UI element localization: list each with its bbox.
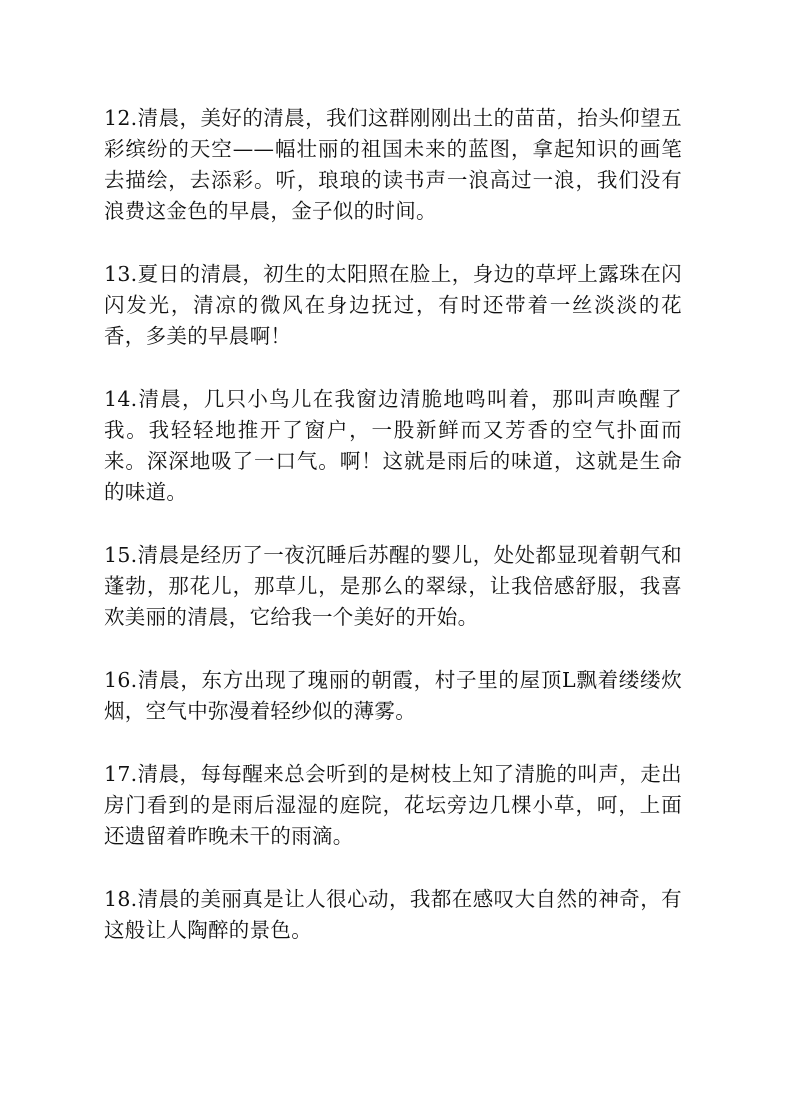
paragraph-15 xyxy=(104,540,682,633)
paragraph-text: 清晨，美好的清晨，我们这群刚刚出土的苗苗，抬头仰望五彩缤纷的天空——幅壮丽的祖国未来的蓝图，拿起知识的画笔去描绘，去添彩。听，琅琅的读书声一浪高过一浪，我们没有浪费这金色的早晨，金子似的时间。 xyxy=(104,106,682,223)
paragraph-number: 12. xyxy=(104,106,138,130)
paragraph-number: 15. xyxy=(104,543,138,567)
paragraph-text: 夏日的清晨，初生的太阳照在脸上，身边的草坪上露珠在闪闪发光，清凉的微风在身边抚过，有时还带着一丝淡淡的花香，多美的早晨啊！ xyxy=(104,262,682,348)
paragraph-number: 18. xyxy=(104,887,138,911)
paragraph-text: 清晨是经历了一夜沉睡后苏醒的婴儿，处处都显现着朝气和蓬勃，那花儿，那草儿，是那么的翠绿，让我倍感舒服，我喜欢美丽的清晨，它给我一个美好的开始。 xyxy=(104,543,682,629)
paragraph-number: 13. xyxy=(104,262,138,286)
paragraph-number: 17. xyxy=(104,762,138,786)
paragraph-number: 14. xyxy=(104,387,138,411)
paragraph-18 xyxy=(104,884,682,946)
document-body xyxy=(104,103,682,946)
paragraph-number: 16. xyxy=(104,668,138,692)
paragraph-17 xyxy=(104,759,682,852)
paragraph-14 xyxy=(104,384,682,508)
paragraph-12 xyxy=(104,103,682,227)
paragraph-16 xyxy=(104,665,682,727)
paragraph-text: 清晨，每每醒来总会听到的是树枝上知了清脆的叫声，走出房门看到的是雨后湿湿的庭院，花坛旁边几棵小草，呵，上面还遗留着昨晚未干的雨滴。 xyxy=(104,762,682,848)
paragraph-text: 清晨，几只小鸟儿在我窗边清脆地鸣叫着，那叫声唤醒了我。我轻轻地推开了窗户，一股新鲜而又芳香的空气扑面而来。深深地吸了一口气。啊！这就是雨后的味道，这就是生命的味道。 xyxy=(104,387,682,504)
paragraph-13 xyxy=(104,259,682,352)
paragraph-text: 清晨的美丽真是让人很心动，我都在感叹大自然的神奇，有这般让人陶醉的景色。 xyxy=(104,887,682,942)
paragraph-text: 清晨，东方出现了瑰丽的朝霞，村子里的屋顶L飘着缕缕炊烟，空气中弥漫着轻纱似的薄雾。 xyxy=(104,668,682,723)
